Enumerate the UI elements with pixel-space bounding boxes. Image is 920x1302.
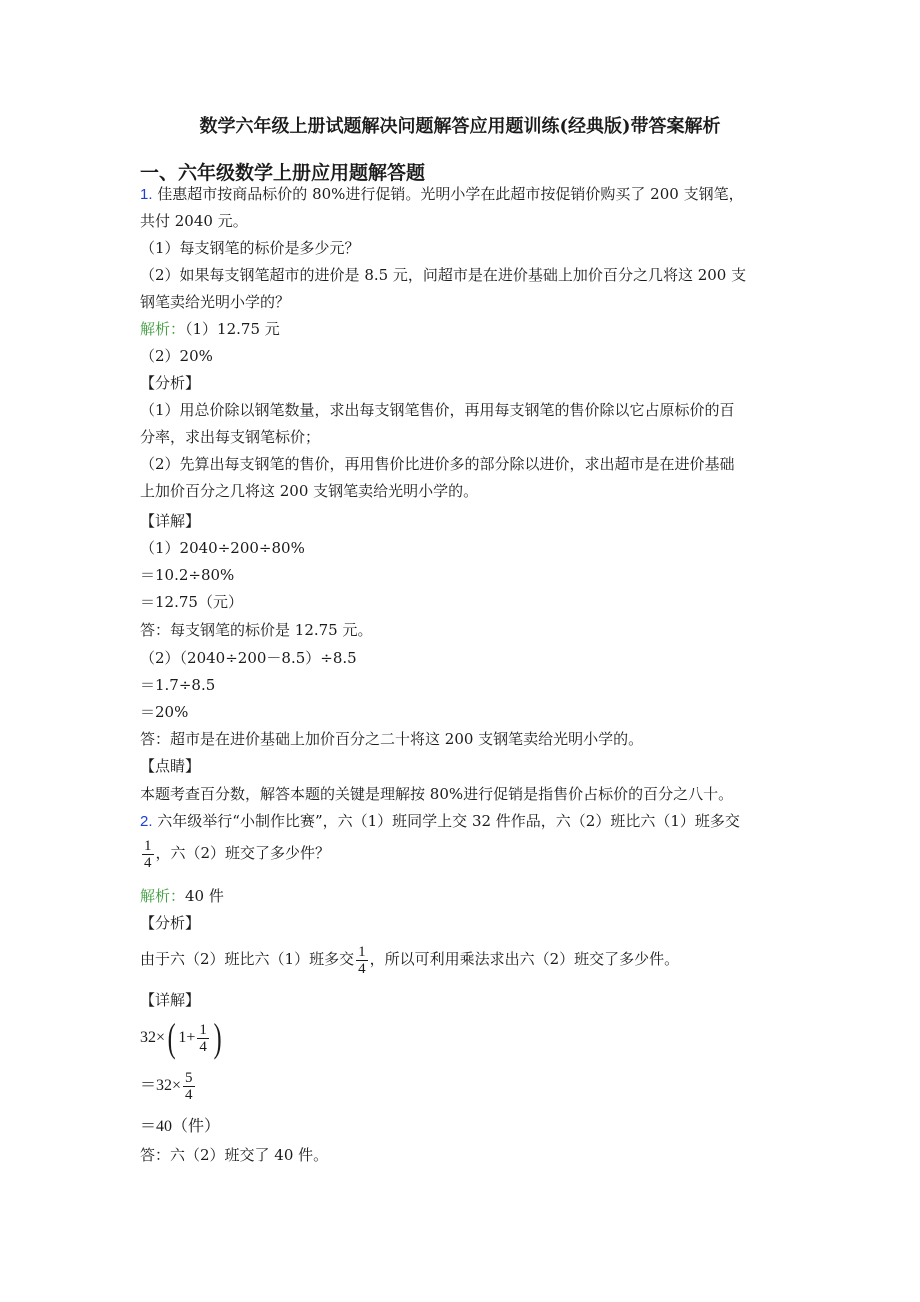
fraction: $\frac{1}{4}$	[199, 1021, 207, 1055]
q1-detail-label: 【详解】	[140, 512, 201, 530]
q2-number: 2.	[140, 813, 153, 830]
q1-answer2: （2）20%	[140, 347, 213, 365]
q1-detail-step: ＝10.2÷80%	[140, 566, 235, 584]
q1-detail-step: ＝12.75（元）	[140, 593, 243, 611]
q2-analysis: 由于六（2）班比六（1）班多交 $\frac{1}{4}$ ，所以可利用乘法求出六（2）班交了多少件。	[140, 943, 680, 977]
q1-comment-label: 【点睛】	[140, 757, 201, 775]
q1-detail-step: （2）（2040÷200－8.5）÷8.5	[140, 649, 357, 667]
q1-analysis2-line2: 上加价百分之几将这 200 支钢笔卖给光明小学的。	[140, 482, 479, 500]
q2-step3: ＝40（件）	[140, 1118, 221, 1135]
q2-step1: 32×( 1+ $\frac{1}{4}$ )	[140, 1015, 222, 1061]
fraction: $\frac{1}{4}$	[358, 943, 366, 977]
q1-sub2-line1: （2）如果每支钢笔超市的进价是 8.5 元，问超市是在进价基础上加价百分之几将这 200 支	[140, 266, 747, 284]
fraction: $\frac{5}{4}$	[185, 1069, 193, 1103]
q1-answer-line: 解析：（1）12.75 元	[140, 320, 280, 338]
q1-sub1: （1）每支钢笔的标价是多少元？	[140, 239, 360, 257]
q1-detail-step: ＝1.7÷8.5	[140, 676, 216, 694]
q2-detail-label: 【详解】	[140, 991, 201, 1009]
q1-analysis1-line2: 分率，求出每支钢笔标价；	[140, 428, 321, 446]
q1-comment: 本题考查百分数，解答本题的关键是理解按 80%进行促销是指售价占标价的百分之八十。	[140, 785, 734, 803]
document-title: 数学六年级上册试题解决问题解答应用题训练(经典版)带答案解析	[199, 116, 721, 137]
q1-analysis2-line1: （2）先算出每支钢笔的售价，再用售价比进价多的部分除以进价，求出超市是在进价基础	[140, 455, 735, 473]
q1-detail-step: ＝20%	[140, 703, 189, 721]
q1-analysis1-line1: （1）用总价除以钢笔数量，求出每支钢笔售价，再用每支钢笔的售价除以它占原标价的百	[140, 401, 735, 419]
q2-text-line2: $\frac{1}{4}$ ，六（2）班交了多少件？	[144, 837, 331, 871]
q2-final-answer: 答：六（2）班交了 40 件。	[140, 1146, 329, 1164]
q1-text-line1: 1. 佳惠超市按商品标价的 80%进行促销。光明小学在此超市按促销价购买了 200 支钢笔，	[140, 185, 744, 203]
q1-number: 1.	[140, 186, 153, 203]
q1-sub2-line2: 钢笔卖给光明小学的？	[140, 293, 291, 311]
q1-detail-answer: 答：每支钢笔的标价是 12.75 元。	[140, 621, 373, 639]
q1-text-line2: 共付 2040 元。	[140, 212, 248, 230]
q2-answer-line: 解析：40 件	[140, 887, 224, 905]
section-heading: 一、六年级数学上册应用题解答题	[140, 162, 426, 184]
q1-detail-step: （1）2040÷200÷80%	[140, 539, 305, 557]
q1-analysis-label: 【分析】	[140, 374, 201, 392]
answer-label: 解析：	[140, 887, 186, 905]
q2-step2: ＝32× $\frac{5}{4}$	[140, 1069, 193, 1103]
answer-label: 解析：	[140, 320, 186, 338]
q2-text-line1: 2. 六年级举行“小制作比赛”，六（1）班同学上交 32 件作品，六（2）班比六（1）班多交	[140, 812, 740, 830]
fraction: $\frac{1}{4}$	[144, 837, 152, 871]
q1-detail-answer: 答：超市是在进价基础上加价百分之二十将这 200 支钢笔卖给光明小学的。	[140, 730, 644, 748]
q2-analysis-label: 【分析】	[140, 914, 201, 932]
